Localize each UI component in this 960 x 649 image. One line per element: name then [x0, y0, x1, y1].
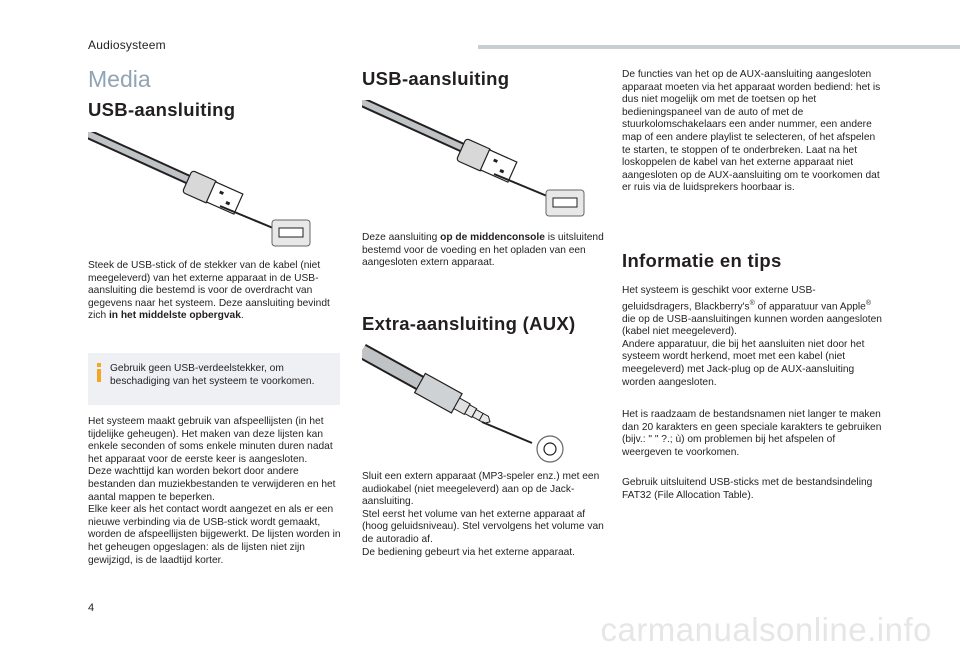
tips-text-1: Het systeem is geschikt voor externe USB-geluidsdragers, Blackberry's® of apparatuur van Apple® die op de USB-aansluitingen kunnen worden aangesloten (kabel niet meegeleverd). Andere apparatuur, die bij het aansluiten niet door het systeem wordt herkend, moet met een kabel (niet meegeleverd) met Jack-plug op de AUX-aansluiting worden aangesloten. [622, 285, 882, 388]
aux-jack-illustration [362, 343, 577, 465]
header-bar [478, 45, 960, 49]
aux-text: Sluit een extern apparaat (MP3-speler enz.) met een audiokabel (niet meegeleverd) aan op de Jack-aansluiting. Stel eerst het volume van het externe apparaat af (hoog geluidsniveau). Stel vervolgens het volume van de autoradio af. De bediening gebeurt via het externe apparaat. [362, 471, 604, 558]
tips-text-3: Het is raadzaam de bestandsnamen niet langer te maken dan 20 karakters en geen speciale karakters te gebruiken (bijv.: " " ?.; ù) om problemen bij het afspelen of weergeven te voorkomen. [622, 409, 882, 458]
aux-title: Extra-aansluiting (AUX) [362, 313, 576, 334]
tips-title: Informatie en tips [622, 250, 782, 271]
usb-title-col1: USB-aansluiting [88, 99, 236, 120]
info-box [88, 353, 340, 405]
usb-text-col2: Deze aansluiting op de middenconsole is uitsluitend bestemd voor de voeding en het opladen van een aangesloten extern apparaat. [362, 232, 604, 269]
usb-text-col1: Steek de USB-stick of de stekker van de kabel (niet meegeleverd) van het externe apparaat in de USB-aansluiting die bestemd is voor de overdracht van gegevens naar het systeem. Deze aansluiting bevindt zich in het middelste opbergvak. [88, 260, 330, 322]
header-section-label: Audiosysteem [88, 38, 166, 52]
usb-plug-illustration-col1 [88, 132, 318, 250]
playlist-text-col1: Het systeem maakt gebruik van afspeellijsten (in het tijdelijke geheugen). Het maken van deze lijsten kan enkele seconden of soms enkele minuten duren nadat het apparaat voor de eerste keer is aangesloten. Deze wachttijd kan worden bekort door andere bestanden dan muziekbestanden te verwijderen en het aantal mappen te beperken. Elke keer als het contact wordt aangezet en als er een nieuwe verbinding via de USB-stick wordt gemaakt, worden de afspeellijsten bijgewerkt. De lijsten worden in het geheugen opgeslagen: als de lijsten niet zijn gewijzigd, is de laadtijd korter. [88, 416, 341, 566]
media-title: Media [88, 66, 151, 92]
aux-functions-text: De functies van het op de AUX-aansluiting aangesloten apparaat moeten via het apparaat worden bediend: het is dus niet mogelijk om met de toetsen op het bedieningspaneel van de auto of met de stuurkolomschakelaars een ander nummer, een andere map of een andere playlist te selecteren, of het afspelen te starten, te stoppen of te onderbreken. Laat na het loskoppelen de kabel van het externe apparaat niet aangesloten op de AUX-aansluiting om te voorkomen dat er ruis via de luidsprekers hoorbaar is. [622, 69, 881, 194]
usb-plug-illustration-col2 [362, 100, 592, 218]
watermark: carmanualsonline.info [600, 611, 932, 648]
info-text: Gebruik geen USB-verdeelstekker, om beschadiging van het systeem te voorkomen. [110, 363, 315, 387]
tips-text-4: Gebruik uitsluitend USB-sticks met de bestandsindeling FAT32 (File Allocation Table). [622, 477, 873, 501]
usb-title-col2: USB-aansluiting [362, 68, 510, 89]
info-icon [94, 363, 104, 383]
page-number: 4 [88, 602, 95, 614]
